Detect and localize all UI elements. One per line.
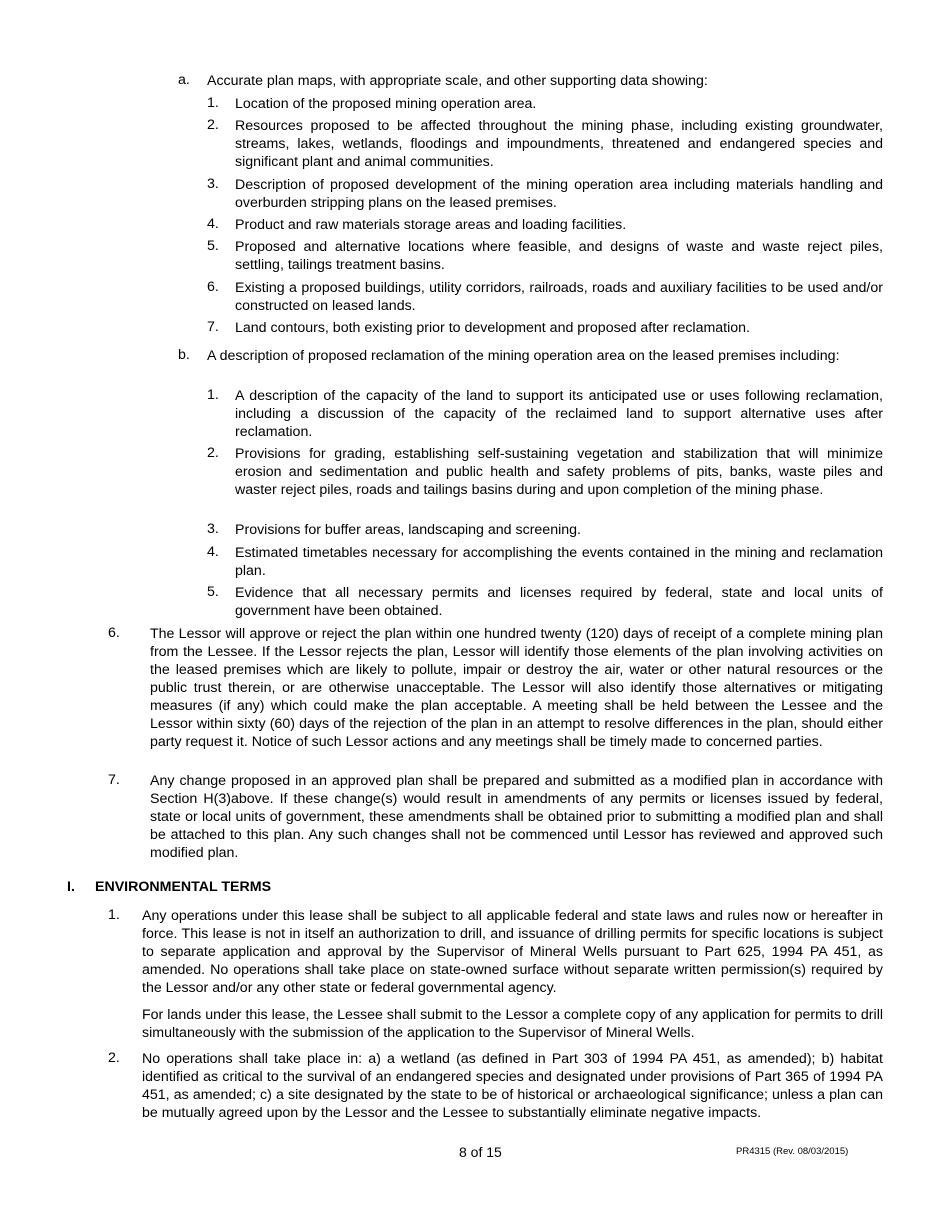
item-b-marker: b.	[178, 347, 190, 363]
item-6-marker: 6.	[108, 625, 120, 641]
list-item-text: Resources proposed to be affected throughout the mining phase, including existing groundwater, streams, lakes, wetlands, floodings and impoundments, threatened and endangered species and significant plant and animal communities.	[235, 118, 883, 170]
list-item-text: Product and raw materials storage areas and loading facilities.	[235, 217, 627, 233]
item-a-sub-1	[207, 95, 883, 113]
page-number: 8 of 15	[459, 1144, 502, 1160]
item-a-sub-2	[207, 117, 883, 171]
item-a-sub-5	[207, 238, 883, 274]
list-marker: 4.	[207, 544, 219, 560]
list-marker: 3.	[207, 176, 219, 192]
list-marker: 5.	[207, 584, 219, 600]
section-title: ENVIRONMENTAL TERMS	[95, 879, 272, 895]
form-code: PR4315 (Rev. 08/03/2015)	[736, 1146, 849, 1157]
item-a-sub-7	[207, 319, 883, 337]
list-marker: 4.	[207, 216, 219, 232]
list-item-text: Proposed and alternative locations where feasible, and designs of waste and waste reject piles, settling, tailings treatment basins.	[235, 239, 883, 273]
item-6-text: The Lessor will approve or reject the plan within one hundred twenty (120) days of receipt of a complete mining plan from the Lessee. If the Lessor rejects the plan, Lessor will identify those elements of the plan involving activities on the leased premises which are likely to pollute, impair or destroy the air, water or other natural resources or the public trust therein, or are otherwise unacceptable. The Lessor will also identify those alternatives or mitigating measures (if any) which could make the plan acceptable. A meeting shall be held between the Lessee and the Lessor within sixty (60) days of the rejection of the plan in an attempt to resolve differences in the plan, should either party request it. Notice of such Lessor actions and any meetings shall be timely made to concerned parties.	[150, 626, 883, 750]
item-a-text: Accurate plan maps, with appropriate scale, and other supporting data showing:	[207, 73, 708, 89]
item-a-sub-4	[207, 216, 883, 234]
item-a-sub-6	[207, 279, 883, 315]
list-marker: 1.	[207, 387, 219, 403]
env-item-2	[108, 1050, 883, 1122]
item-b-sub-2	[207, 445, 883, 499]
item-b-sub-4	[207, 544, 883, 580]
list-item-text: Description of proposed development of the mining operation area including materials handling and overburden stripping plans on the leased premises.	[235, 177, 883, 211]
item-b	[178, 347, 883, 365]
item-7-marker: 7.	[108, 772, 120, 788]
list-marker: 6.	[207, 279, 219, 295]
item-6	[108, 625, 883, 751]
list-item-text: Land contours, both existing prior to development and proposed after reclamation.	[235, 320, 751, 336]
list-marker: 5.	[207, 238, 219, 254]
env-item-1-marker: 1.	[108, 907, 120, 923]
list-item-text: A description of the capacity of the land to support its anticipated use or uses following reclamation, including a discussion of the capacity of the reclaimed land to support alternative uses after reclamation.	[235, 388, 883, 440]
item-a	[178, 72, 883, 90]
item-b-sub-3	[207, 521, 883, 539]
item-a-sub-3	[207, 176, 883, 212]
list-item-text: Existing a proposed buildings, utility corridors, railroads, roads and auxiliary facilities to be used and/or constructed on leased lands.	[235, 280, 883, 314]
item-7-text: Any change proposed in an approved plan shall be prepared and submitted as a modified plan in accordance with Section H(3)above. If these change(s) would result in amendments of any permits or licenses issued by federal, state or local units of government, these amendments shall be obtained prior to submitting a modified plan and shall be attached to this plan. Any such changes shall not be commenced until Lessor has reviewed and approved such modified plan.	[150, 773, 883, 861]
item-b-sub-1	[207, 387, 883, 441]
list-item-text: Provisions for grading, establishing self-sustaining vegetation and stabilization that will minimize erosion and sedimentation and public health and safety problems of pits, banks, waste piles and waster reject piles, roads and tailings basins during and upon completion of the mining phase.	[235, 446, 883, 498]
env-item-1	[108, 907, 883, 997]
env-item-2-text: No operations shall take place in: a) a wetland (as defined in Part 303 of 1994 PA 451, as amended); b) habitat identified as critical to the survival of an endangered species and designated under provisions of Part 365 of 1994 PA 451, as amended; c) a site designated by the state to be of historical or archaeological significance; unless a plan can be mutually agreed upon by the Lessor and the Lessee to substantially eliminate negative impacts.	[142, 1051, 883, 1121]
list-item-text: Location of the proposed mining operation area.	[235, 96, 537, 112]
list-item-text: Provisions for buffer areas, landscaping and screening.	[235, 522, 581, 538]
env-item-2-marker: 2.	[108, 1050, 120, 1066]
env-item-1-continuation: For lands under this lease, the Lessee shall submit to the Lessor a complete copy of any application for permits to drill simultaneously with the submission of the application to the Supervisor of Mineral Wells.	[142, 1007, 883, 1041]
env-item-1-text: Any operations under this lease shall be subject to all applicable federal and state laws and rules now or hereafter in force. This lease is not in itself an authorization to drill, and issuance of drilling permits for specific locations is subject to separate application and approval by the Supervisor of Mineral Wells pursuant to Part 625, 1994 PA 451, as amended. No operations shall take place on state-owned surface without separate written permission(s) required by the Lessor and/or any other state or federal governmental agency.	[142, 908, 883, 996]
list-marker: 7.	[207, 319, 219, 335]
list-marker: 2.	[207, 117, 219, 133]
item-b-sub-5	[207, 584, 883, 620]
item-b-text: A description of proposed reclamation of the mining operation area on the leased premises including:	[207, 348, 840, 364]
list-marker: 1.	[207, 95, 219, 111]
section-heading	[67, 879, 271, 895]
item-7	[108, 772, 883, 862]
list-marker: 2.	[207, 445, 219, 461]
list-marker: 3.	[207, 521, 219, 537]
item-a-marker: a.	[178, 72, 190, 88]
list-item-text: Estimated timetables necessary for accomplishing the events contained in the mining and reclamation plan.	[235, 545, 883, 579]
list-item-text: Evidence that all necessary permits and licenses required by federal, state and local units of government have been obtained.	[235, 585, 883, 619]
section-marker: I.	[67, 879, 75, 895]
